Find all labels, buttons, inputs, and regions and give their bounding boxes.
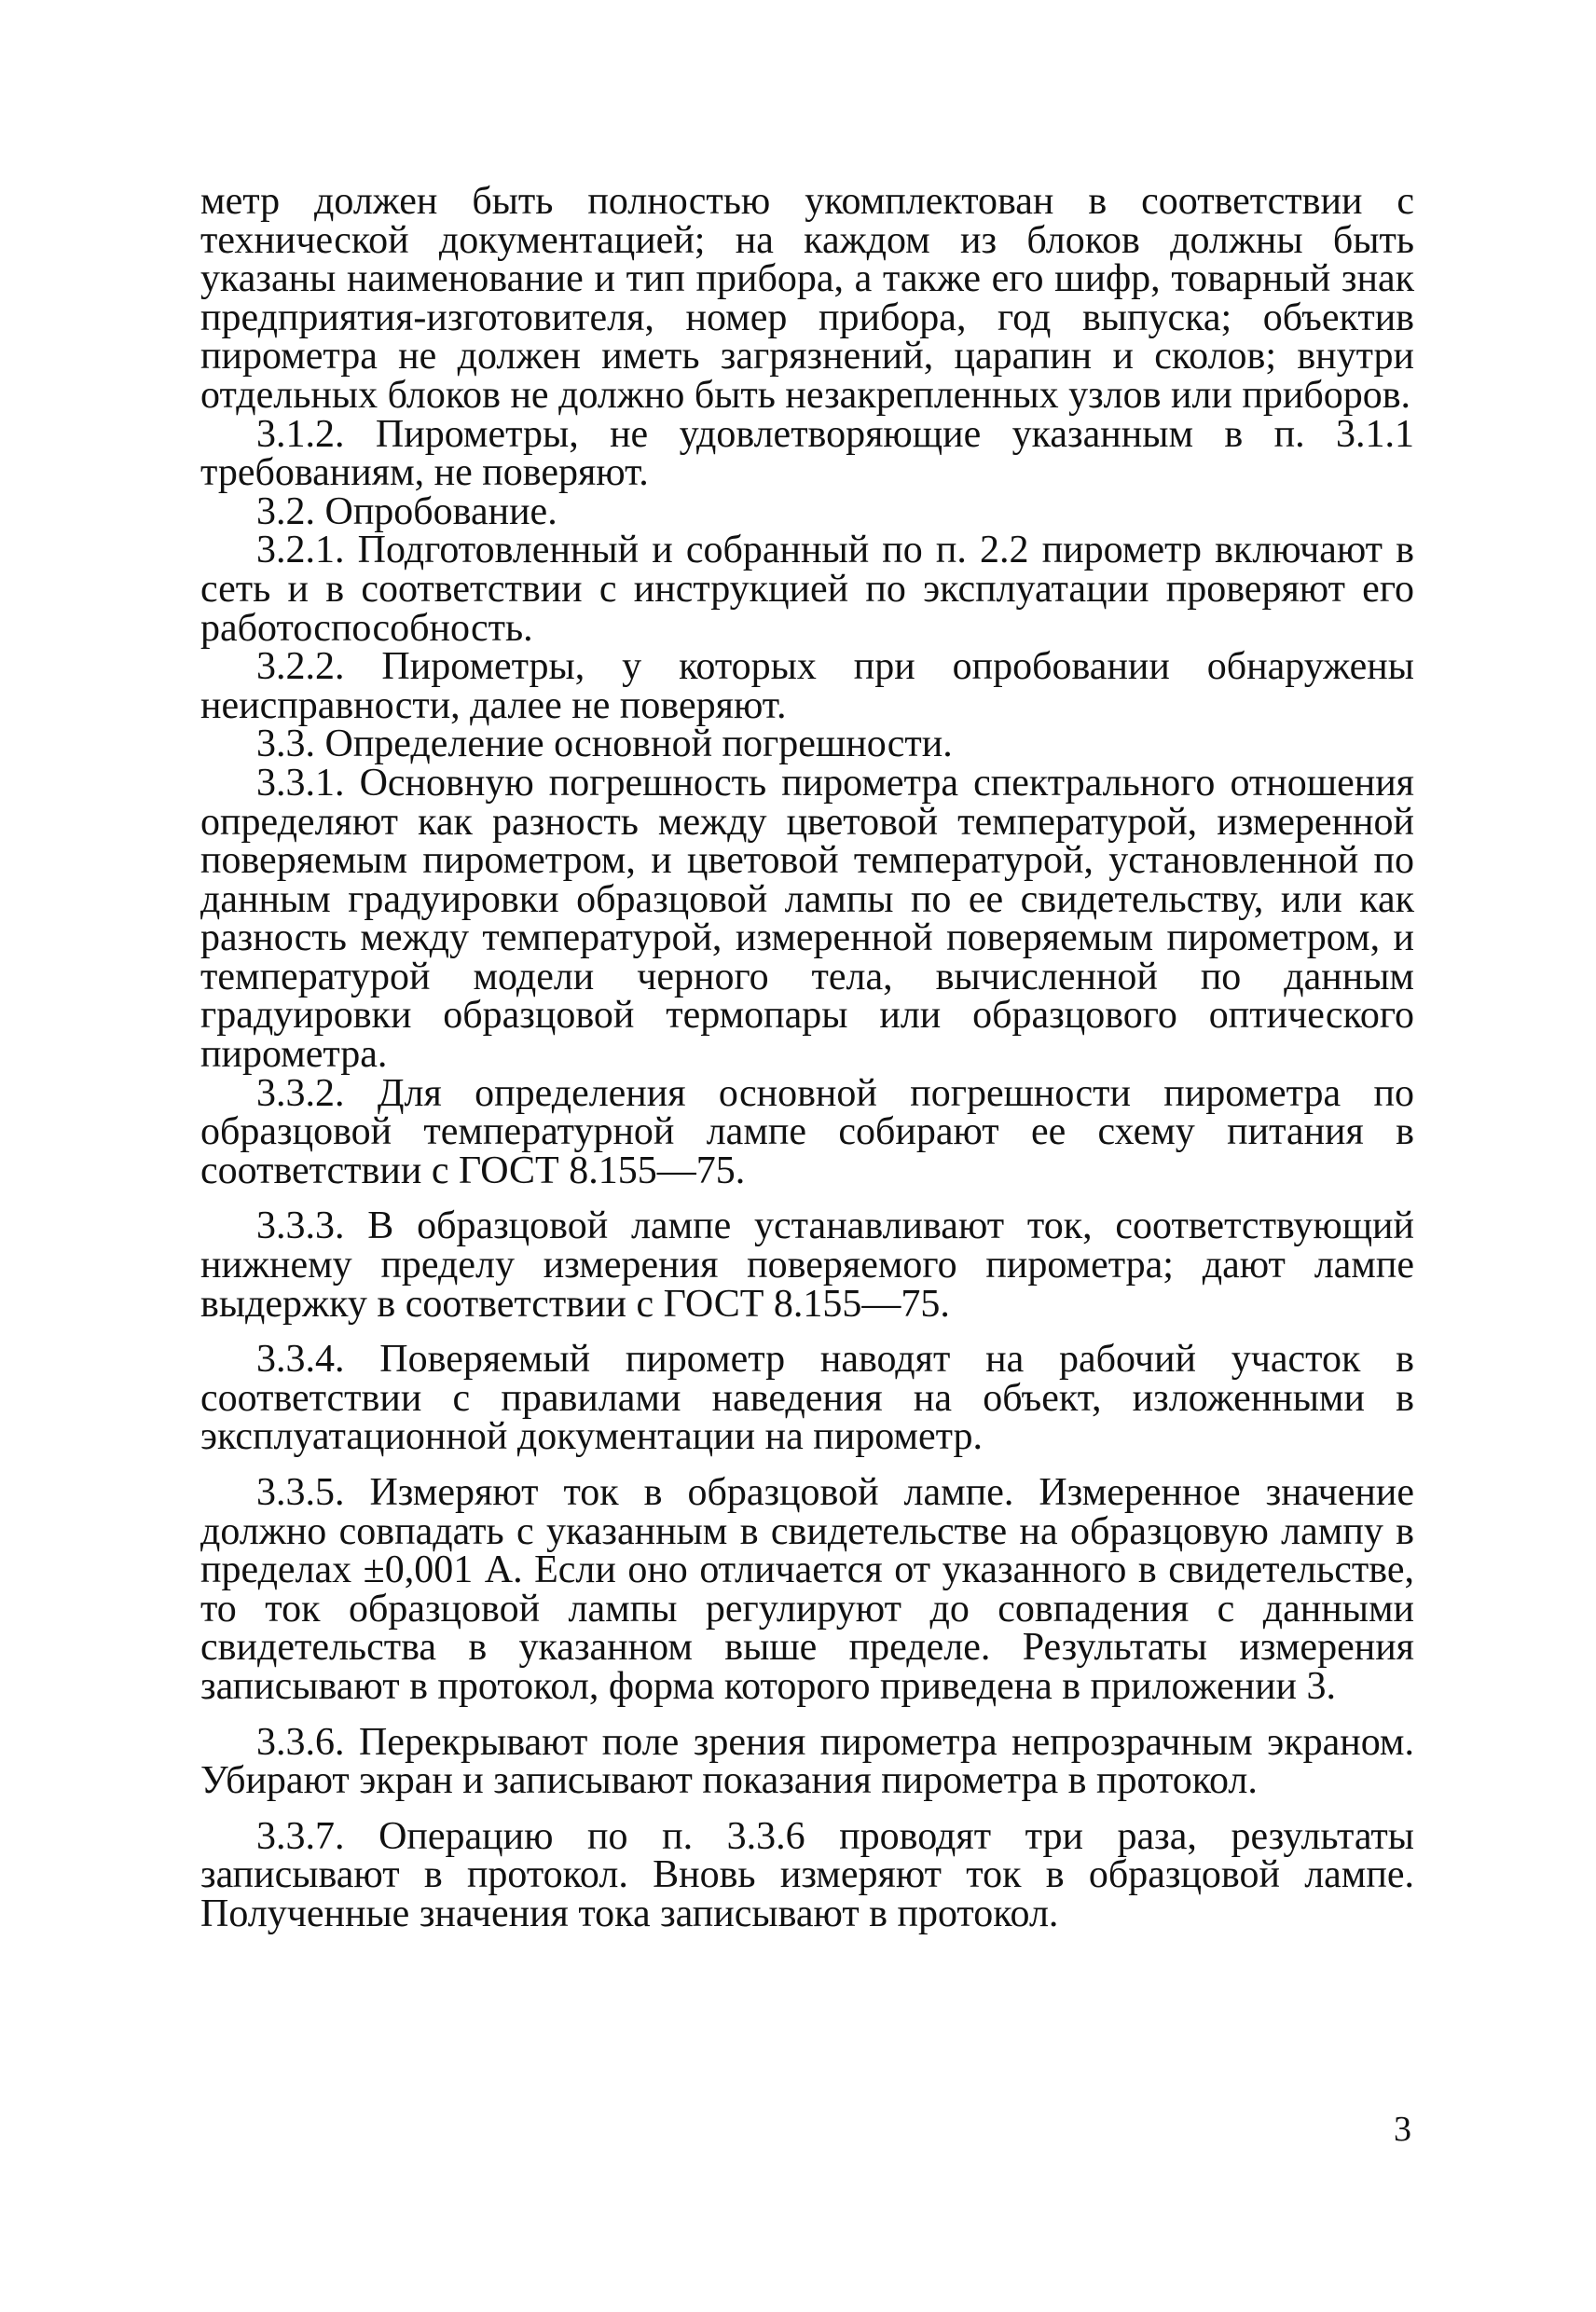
paragraph-3-2-1: 3.2.1. Подготовленный и собранный по п. 2.2 пирометр включают в сеть и в соответствии с инструкцией по эксплуатации проверяют его работоспособность. (200, 529, 1414, 650)
paragraph-continuation: метр должен быть полностью укомплектован в соответствии с технической документацией; на каждом из блоков должны быть указаны наименование и тип прибора, а также его шифр, товарный знак предприятия-изготовителя, номер прибора, год выпуска; объектив пирометра не должен иметь загрязнений, царапин и сколов; внутри отдельных блоков не должно быть незакрепленных узлов или приборов. (200, 180, 1414, 417)
body-text (200, 180, 1414, 1935)
paragraph-3-3-6: 3.3.6. Перекрывают поле зрения пирометра непрозрачным экраном. Убирают экран и записывают показания пирометра в протокол. (200, 1720, 1414, 1803)
paragraph-3-3-7: 3.3.7. Операцию по п. 3.3.6 проводят три раза, результаты записывают в протокол. Вновь измеряют ток в образцовой лампе. Полученные значения тока записывают в протокол. (200, 1814, 1414, 1935)
page-number: 3 (1394, 2110, 1411, 2149)
paragraph-3-2-2: 3.2.2. Пирометры, у которых при опробовании обнаружены неисправности, далее не поверяют. (200, 645, 1414, 727)
paragraph-3-3-1: 3.3.1. Основную погрешность пирометра спектрального отношения определяют как разность между цветовой температурой, измеренной поверяемым пирометром, и цветовой температурой, установленной по данным градуировки образцовой лампы по ее свидетельству, или как разность между температурой, измеренной поверяемым пирометром, и температурой модели черного тела, вычисленной по данным градуировки образцовой термопары или образцового оптического пирометра. (200, 761, 1414, 1077)
paragraph-3-3-3: 3.3.3. В образцовой лампе устанавливают ток, соответствующий нижнему пределу измерения поверяемого пирометра; дают лампе выдержку в соответствии с ГОСТ 8.155—75. (200, 1204, 1414, 1326)
heading-3-2: 3.2. Опробование. (256, 489, 557, 533)
heading-3-3: 3.3. Определение основной погрешности. (256, 722, 953, 766)
paragraph-3-3-5: 3.3.5. Измеряют ток в образцовой лампе. Измеренное значение должно совпадать с указанным в свидетельстве на образцовую лампу в пределах ±0,001 А. Если оно отличается от указанного в свидетельстве, то ток образцовой лампы регулируют до совпадения с данными свидетельства в указанном выше пределе. Результаты измерения записывают в протокол, форма которого приведена в приложении 3. (200, 1471, 1414, 1708)
paragraph-3-3-4: 3.3.4. Поверяемый пирометр наводят на рабочий участок в соответствии с правилами наведения на объект, изложенными в эксплуатационной документации на пирометр. (200, 1338, 1414, 1459)
paragraph-3-3-2: 3.3.2. Для определения основной погрешности пирометра по образцовой температурной лампе собирают ее схему питания в соответствии с ГОСТ 8.155—75. (200, 1071, 1414, 1192)
paragraph-3-1-2: 3.1.2. Пирометры, не удовлетворяющие указанным в п. 3.1.1 требованиям, не поверяют. (200, 412, 1414, 495)
